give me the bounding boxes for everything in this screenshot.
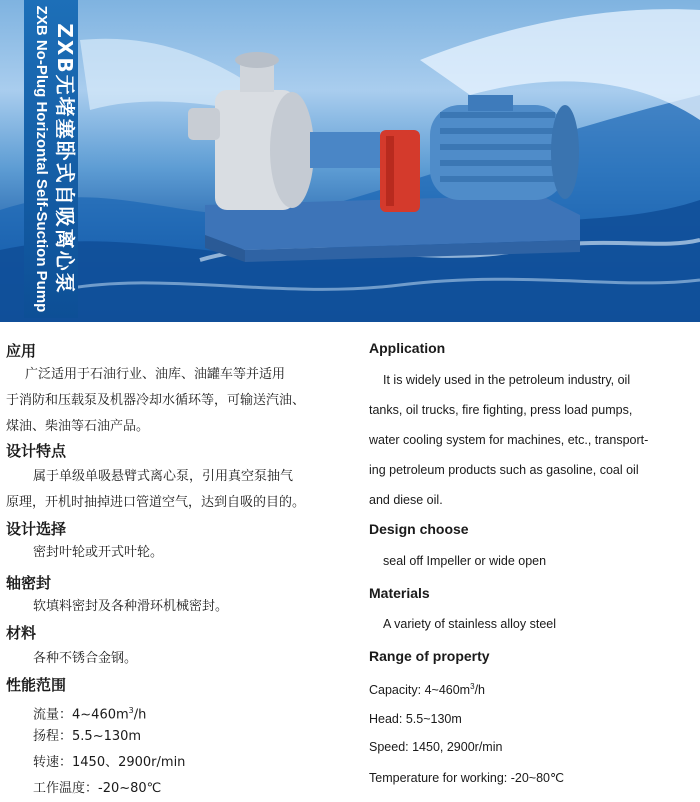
ocean-wave-pump-illustration: [0, 0, 700, 322]
en-application-line: water cooling system for machines, etc., transport-: [369, 433, 649, 447]
en-materials-text: A variety of stainless alloy steel: [383, 617, 556, 631]
vertical-title: [24, 0, 78, 318]
cn-design-line: 原理，开机时抽掉进口管道空气，达到自吸的目的。: [6, 495, 306, 510]
title-english: ZXB No-Plug Horizontal Self-Suction Pump: [33, 5, 50, 313]
cn-temp: [33, 776, 161, 802]
cn-speed-label: 转速：: [33, 755, 73, 770]
cn-head: [33, 724, 141, 750]
en-range-heading: Range of property: [369, 648, 490, 664]
cn-temp-label: 工作温度：: [33, 781, 99, 796]
en-temperature: Temperature for working: -20~80℃: [369, 771, 565, 785]
en-head: Head: 5.5~130m: [369, 712, 462, 726]
cn-flow: 流量：$4\sim 460m^3/h$: [33, 706, 147, 723]
en-capacity-unit: /h: [474, 683, 485, 698]
en-application-line: ing petroleum products such as gasoline, coal oil: [369, 463, 639, 477]
cn-speed: [33, 750, 185, 776]
cn-flow-unit: /h: [133, 707, 147, 723]
en-capacity: Capacity: $4\sim 460m^3/h$: [369, 682, 485, 698]
en-design-heading: Design choose: [369, 521, 469, 537]
cn-seal-text: 软填料密封及各种滑环机械密封。: [33, 599, 229, 614]
cn-flow-label: 流量：: [33, 707, 73, 723]
cn-application-heading: 应用: [6, 342, 37, 360]
en-speed: Speed: 1450, 2900r/min: [369, 740, 503, 754]
hero-banner: [0, 0, 700, 322]
cn-material-heading: 材料: [6, 624, 37, 642]
cn-speed-value: 1450、2900r/min: [72, 755, 186, 770]
cn-application-line: 于消防和压载泵及机器冷却水循环等，可输送汽油、: [6, 393, 306, 408]
cn-choice-text: 密封叶轮或开式叶轮。: [33, 545, 164, 560]
cn-design-heading: 设计特点: [6, 442, 67, 460]
cn-material-text: 各种不锈合金钢。: [33, 651, 138, 666]
en-application-line: and diese oil.: [369, 493, 443, 507]
en-design-text: seal off Impeller or wide open: [383, 554, 547, 568]
cn-choice-heading: 设计选择: [6, 520, 67, 538]
cn-head-label: 扬程：: [33, 729, 73, 744]
en-materials-heading: Materials: [369, 585, 430, 601]
motor: [430, 95, 579, 200]
cn-seal-heading: 轴密封: [6, 574, 52, 592]
cn-application-line: 煤油、柴油等石油产品。: [6, 419, 150, 434]
cn-flow-value: 4~460m: [72, 707, 129, 723]
cn-design-line: 属于单级单吸悬臂式离心泵，引用真空泵抽气: [33, 469, 294, 484]
cn-application-line: 广泛适用于石油行业、油库、油罐车等并适用: [25, 367, 286, 382]
en-application-line: It is widely used in the petroleum industry, oil: [383, 373, 631, 387]
en-application-heading: Application: [369, 340, 446, 356]
en-application-line: tanks, oil trucks, fire fighting, press load pumps,: [369, 403, 633, 417]
cn-temp-value: -20~80℃: [98, 781, 162, 796]
cn-range-heading: 性能范围: [6, 676, 67, 694]
title-chinese: ZXB无堵塞卧式自吸离心泵: [53, 23, 77, 295]
cn-head-value: 5.5~130m: [72, 729, 142, 744]
en-capacity-value: Capacity: 4~460m: [369, 683, 471, 698]
